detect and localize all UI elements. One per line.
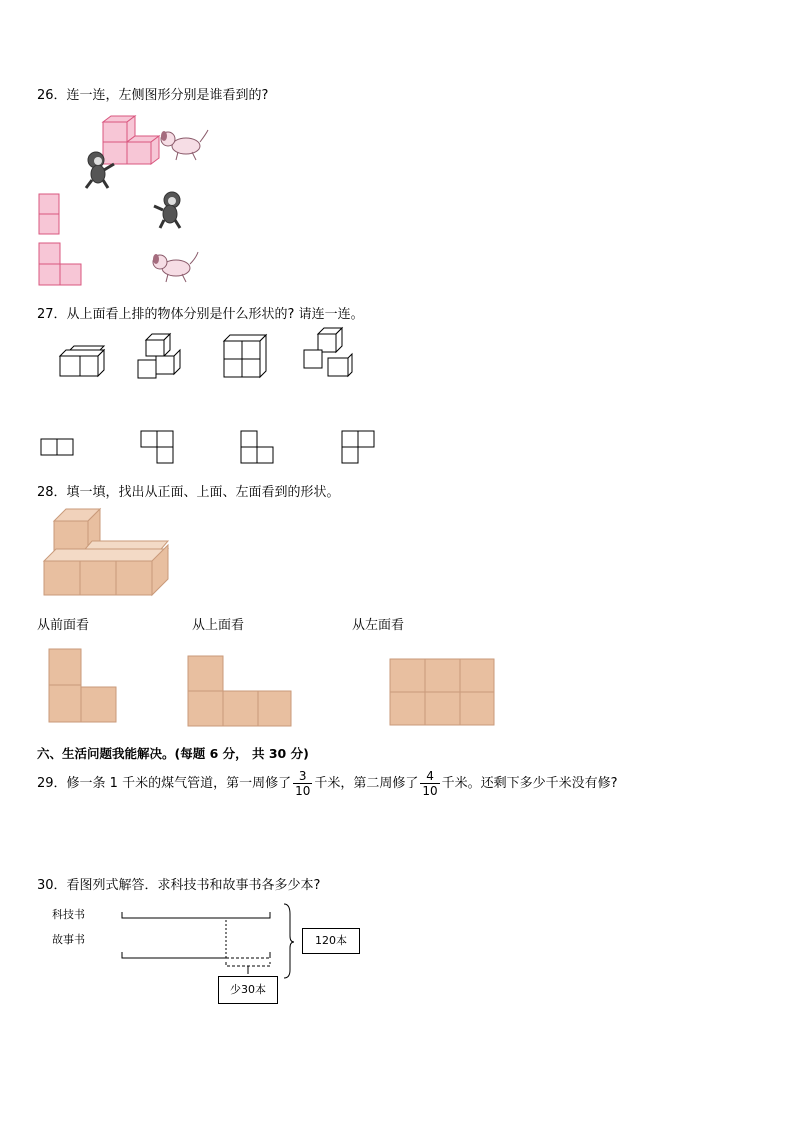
q30-label-science: 科技书 (52, 908, 85, 921)
q30-text: 30．看图列式解答．求科技书和故事书各多少本? (37, 878, 321, 893)
q27-top-view-3 (240, 430, 276, 466)
q26-shape-two-stack (38, 193, 62, 237)
q27-top-view-4 (341, 430, 377, 466)
q28-text: 28．填一填，找出从正面、上面、左面看到的形状。 (37, 485, 340, 500)
q28-front-view-shape (48, 648, 120, 726)
q26-monkey-icon-2 (150, 190, 190, 230)
q26-dog-icon-2 (150, 250, 202, 284)
q29-fraction-2 (420, 769, 439, 798)
q27-solid-3 (222, 333, 270, 381)
q29-suffix: 千米。还剩下多少千米没有修? (441, 776, 618, 791)
q29-frac1-num: 3 (293, 769, 312, 784)
q29-fraction-1 (293, 769, 312, 798)
q27-text: 27．从上面看上排的物体分别是什么形状的? 请连一连。 (37, 307, 364, 322)
q26-monkey-icon (78, 150, 118, 190)
q28-view-left-label: 从左面看 (352, 618, 405, 633)
section6-heading: 六、生活问题我能解决。(每题 6 分， 共 30 分) (37, 746, 309, 761)
q28-view-front-label: 从前面看 (37, 618, 90, 633)
q27-top-view-2 (140, 430, 176, 466)
q27-solid-4 (300, 326, 356, 382)
q29-prefix: 29．修一条 1 千米的煤气管道，第一周修了 (37, 776, 292, 791)
q26-shape-l (38, 242, 84, 288)
q29-frac2-den: 10 (422, 784, 438, 798)
q27-solid-2 (136, 332, 188, 382)
q30-total-box: 120本 (302, 928, 360, 954)
q28-left-view-shape (389, 658, 497, 728)
q28-view-top-label: 从上面看 (192, 618, 245, 633)
q27-solid-1 (58, 342, 106, 380)
q30-label-story: 故事书 (52, 933, 85, 946)
q29-frac1-den: 10 (295, 784, 311, 798)
q29-frac2-num: 4 (420, 769, 439, 784)
q29-mid: 千米，第二周修了 (314, 776, 419, 791)
q30-diff-box: 少30本 (218, 976, 278, 1004)
q26-text: 26．连一连，左侧图形分别是谁看到的? (37, 88, 269, 103)
q27-top-view-1 (40, 438, 76, 458)
q30-segment-diagram (118, 898, 308, 998)
q29-line (37, 766, 618, 802)
q28-top-view-shape (187, 655, 295, 729)
q28-tan-cube-stack (40, 505, 175, 600)
q26-dog-icon (158, 128, 210, 162)
